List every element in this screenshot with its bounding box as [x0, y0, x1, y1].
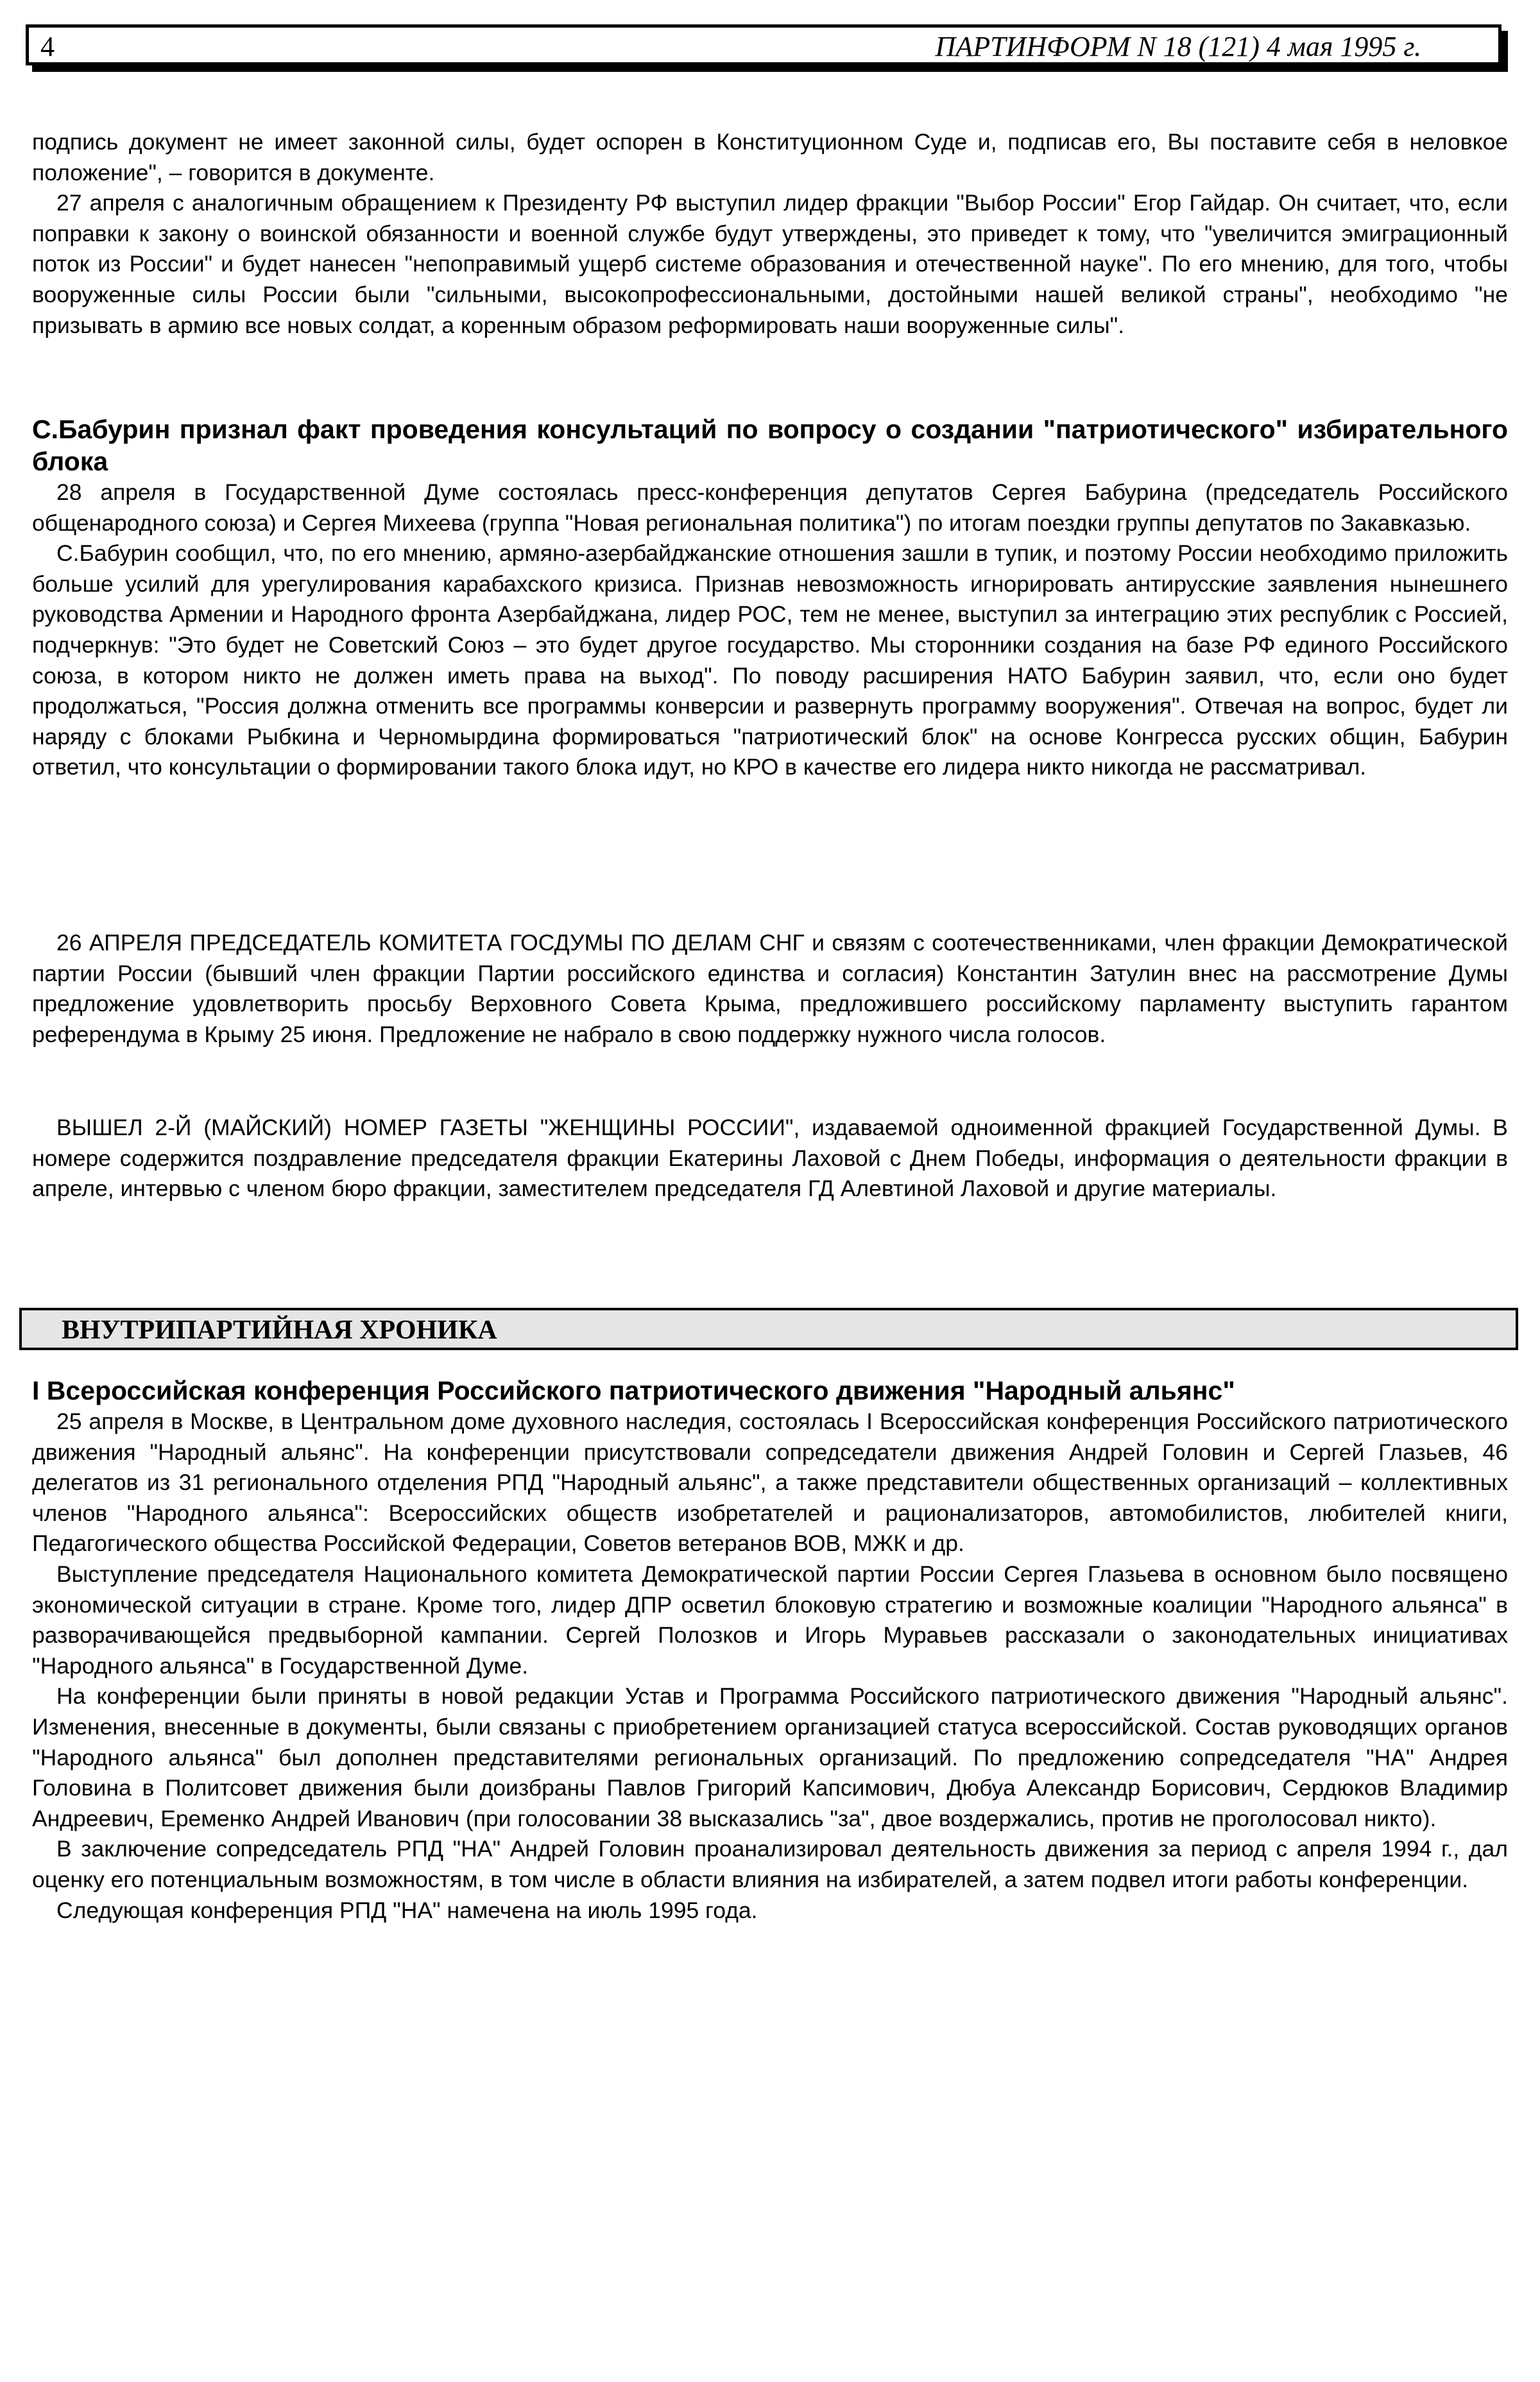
paragraph: 25 апреля в Москве, в Центральном доме духовного наследия, состоялась I Всероссийская конференция Российского патриотического движения "Народный альянс". На конференции присутствовали сопредседатели движения Андрей Головин и Сергей Глазьев, 46 делегатов из 31 регионального отделения РПД "Народный альянс", а также представители общественных организаций – коллективных членов "Народного альянса": Всероссийских обществ изобретателей и рационализаторов, автомобилистов, любителей книги, Педагогического общества Российской Федерации, Советов ветеранов ВОВ, МЖК и др. [32, 1409, 1508, 1557]
article-heading: I Всероссийская конференция Российского патриотического движения "Народный альянс" [32, 1376, 1235, 1405]
article-heading: С.Бабурин признал факт проведения консультаций по вопросу о создании "патриотического" избирательного блока [32, 415, 1508, 476]
paragraph: На конференции были приняты в новой редакции Устав и Программа Российского патриотического движения "Народный альянс". Изменения, внесенные в документы, были связаны с приобретением организацией статуса всероссийской. Состав руководящих органов "Народного альянса" был дополнен представителями региональных организаций. По предложению сопредседателя "НА" Андрея Головина в Политсовет движения были доизбраны Павлов Григорий Капсимович, Дюбуа Александр Борисович, Сердюков Владимир Андреевич, Еременко Андрей Иванович (при голосовании 38 высказались "за", двое воздержались, против не проголосовал никто). [32, 1683, 1508, 1831]
paragraph: 27 апреля с аналогичным обращением к Президенту РФ выступил лидер фракции "Выбор России" Егор Гайдар. Он считает, что, если поправки к закону о воинской обязанности и военной службе будут утверждены, это приведет к тому, что "увеличится эмиграционный поток из России" и будет нанесен "непоправимый ущерб системе образования и отечественной науке". По его мнению, для того, чтобы вооруженные силы России были "сильными, высокопрофессиональными, достойными нашей великой страны", необходимо "не призывать в армию все новых солдат, а коренным образом реформировать наши вооруженные силы". [32, 190, 1508, 338]
article-women-of-russia [32, 1113, 1508, 1204]
article-baburin [32, 413, 1508, 783]
section-header [19, 1308, 1518, 1350]
paragraph: 26 АПРЕЛЯ ПРЕДСЕДАТЕЛЬ КОМИТЕТА ГОСДУМЫ ПО ДЕЛАМ СНГ и связям с соотечественниками, член фракции Демократической партии России (бывший член фракции Партии российского единства и согласия) Константин Затулин внес на рассмотрение Думы предложение удовлетворить просьбу Верховного Совета Крыма, предложившего российскому парламенту выступить гарантом референдума в Крыму 25 июня. Предложение не набрало в свою поддержку нужного числа голосов. [32, 930, 1508, 1047]
paragraph: подпись документ не имеет законной силы, будет оспорен в Конституционном Суде и, подписав его, Вы поставите себя в неловкое положение", – говорится в документе. [32, 129, 1508, 185]
paragraph: ВЫШЕЛ 2-Й (МАЙСКИЙ) НОМЕР ГАЗЕТЫ "ЖЕНЩИНЫ РОССИИ", издаваемой одноименной фракцией Государственной Думы. В номере содержится поздравление председателя фракции Екатерины Лаховой с Днем Победы, информация о деятельности фракции в апреле, интервью с членом бюро фракции, заместителем председателя ГД Алевтиной Лаховой и другие материалы. [32, 1115, 1508, 1202]
paragraph: В заключение сопредседатель РПД "НА" Андрей Головин проанализировал деятельность движения за период с апреля 1994 г., дал оценку его потенциальным возможностям, в том числе в области влияния на избирателей, а затем подвел итоги работы конференции. [32, 1836, 1508, 1892]
article-peoples-alliance [32, 1375, 1508, 1926]
page-number: 4 [40, 31, 55, 62]
article-zatulin [32, 928, 1508, 1050]
paragraph: С.Бабурин сообщил, что, по его мнению, армяно-азербайджанские отношения зашли в тупик, и поэтому России необходимо приложить больше усилий для урегулирования карабахского кризиса. Признав невозможность игнорировать антирусские заявления нынешнего руководства Армении и Народного фронта Азербайджана, лидер РОС, тем не менее, выступил за интеграцию этих республик с Россией, подчеркнув: "Это будет не Советский Союз – это будет другое государство. Мы сторонники создания на базе РФ единого Российского союза, в котором никто не должен иметь права на выход". По поводу расширения НАТО Бабурин заявил, что, если оно будет продолжаться, "Россия должна отменить все программы конверсии и развернуть программу вооружения". Отвечая на вопрос, будет ли наряду с блоками Рыбкина и Черномырдина формироваться "патриотический блок" на основе Конгресса русских общин, Бабурин ответил, что консультации о формировании такого блока идут, но КРО в качестве его лидера никто никогда не рассматривал. [32, 540, 1508, 780]
publication-info: ПАРТИНФОРМ N 18 (121) 4 мая 1995 г. [935, 31, 1421, 62]
paragraph: Следующая конференция РПД "НА" намечена на июль 1995 года. [56, 1897, 758, 1923]
continued-article [32, 127, 1508, 341]
page-header [26, 24, 1502, 65]
section-title: ВНУТРИПАРТИЙНАЯ ХРОНИКА [62, 1315, 497, 1345]
paragraph: Выступление председателя Национального комитета Демократической партии России Сергея Глазьева в основном было посвящено экономической ситуации в стране. Кроме того, лидер ДПР осветил блоковую стратегию и возможные коалиции "Народного альянса" в разворачивающейся предвыборной кампании. Сергей Полозков и Игорь Муравьев рассказали о законодательных инициативах "Народного альянса" в Государственной Думе. [32, 1561, 1508, 1679]
paragraph: 28 апреля в Государственной Думе состоялась пресс-конференция депутатов Сергея Бабурина (председатель Российского общенародного союза) и Сергея Михеева (группа "Новая региональная политика") по итогам поездки группы депутатов по Закавказью. [32, 479, 1508, 536]
